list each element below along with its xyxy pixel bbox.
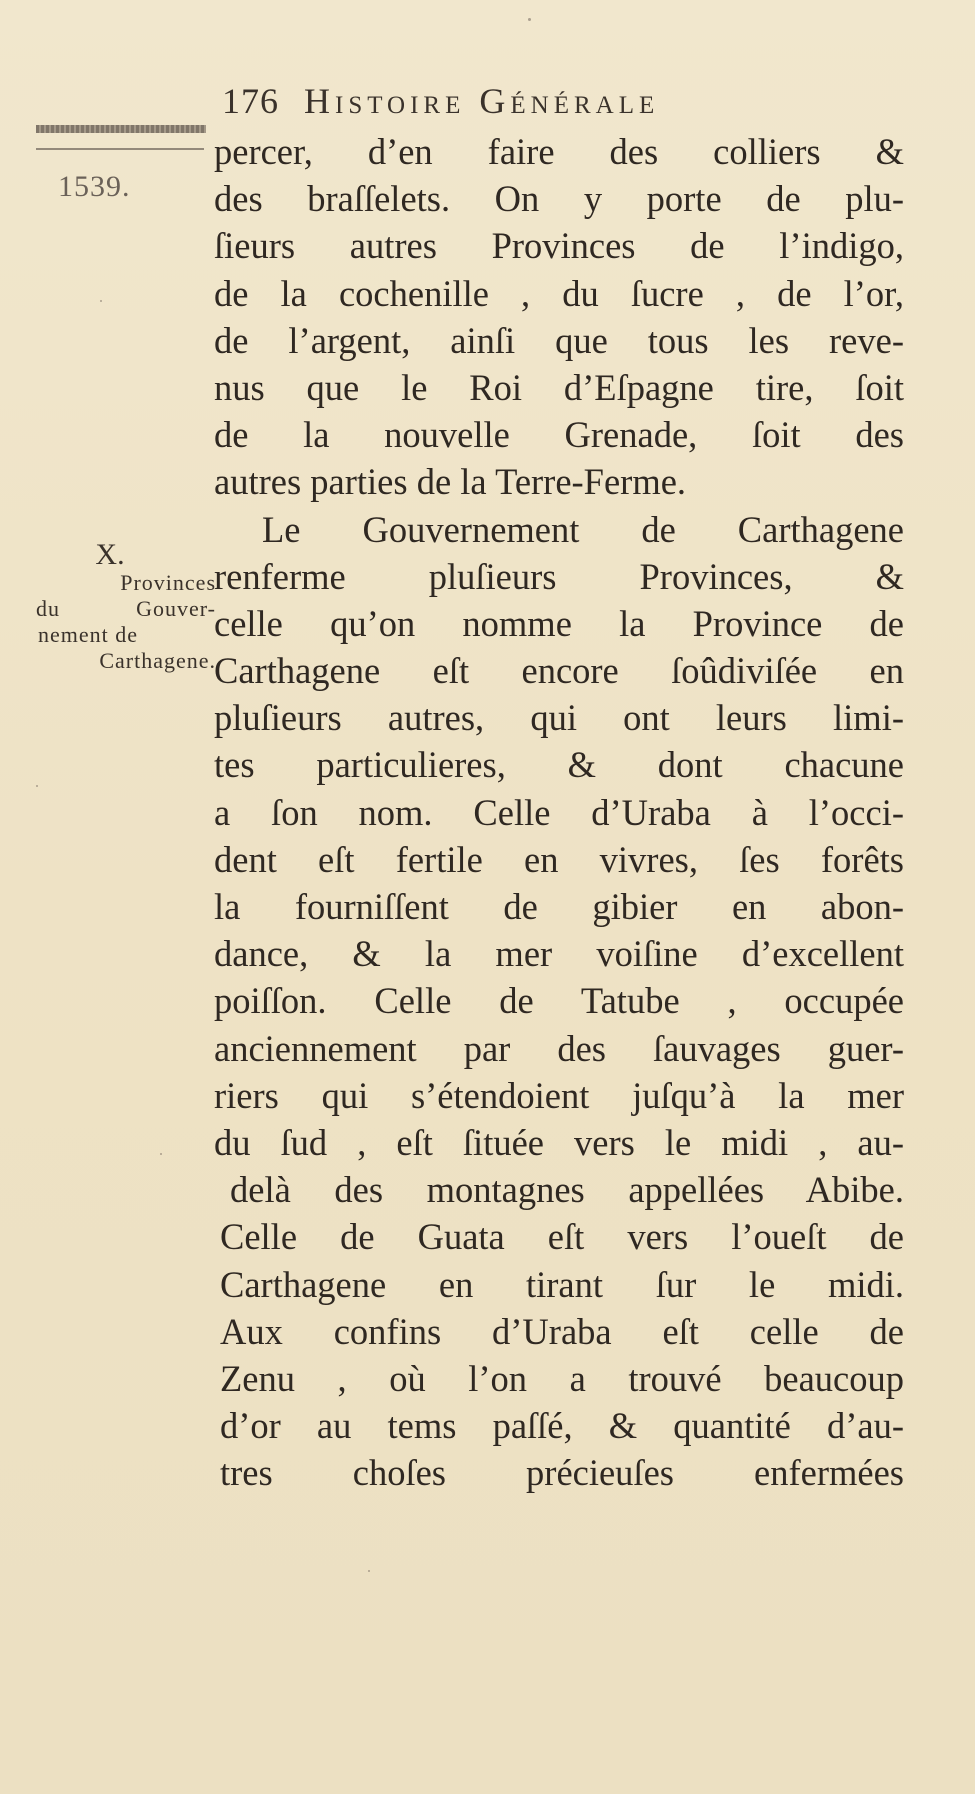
text-line: Carthagene eſt encore ſoûdiviſée en [214, 650, 904, 692]
paper-speck [100, 300, 102, 302]
text-line: de la cochenille , du ſucre , de l’or, [214, 272, 904, 314]
margin-note-line: Provinces [120, 570, 216, 595]
text-line: Aux confins d’Uraba eſt celle de [220, 1310, 904, 1352]
text-line: tes particulieres, & dont chacune [214, 744, 904, 786]
text-line: anciennement par des ſauvages guer- [214, 1027, 904, 1069]
text-line: renferme pluſieurs Provinces, & [214, 555, 904, 597]
margin-note-line: du Gouver- [36, 596, 216, 621]
text-line: poiſſon. Celle de Tatube , occupée [214, 980, 904, 1022]
text-line: Zenu , où l’on a trouvé beaucoup [220, 1357, 904, 1399]
text-line: d’or au tems paſſé, & quantité d’au- [220, 1405, 904, 1447]
body-text [214, 128, 904, 1496]
paper-speck [36, 785, 38, 787]
text-line: autres parties de la Terre-Ferme. [214, 461, 687, 503]
text-line: pluſieurs autres, qui ont leurs limi- [214, 697, 904, 739]
margin-note [36, 540, 216, 674]
running-title: Histoire Générale [304, 81, 660, 121]
text-line: la fourniſſent de gibier en abon- [214, 886, 904, 927]
running-head [222, 80, 922, 122]
page-number: 176 [222, 81, 279, 121]
margin-year: 1539. [58, 170, 131, 203]
text-line: a ſon nom. Celle d’Uraba à l’occi- [214, 791, 904, 833]
section-numeral: X. [95, 538, 125, 571]
thin-rule [36, 148, 204, 150]
paper-speck [368, 1570, 370, 1572]
margin-note-line: Carthagene. [99, 648, 216, 673]
text-line: tres choſes précieuſes enfermées [220, 1452, 904, 1494]
text-line: Le Gouvernement de Carthagene [262, 508, 904, 550]
text-line: riers qui s’étendoient juſqu’à la mer [214, 1074, 904, 1116]
text-line: des braſſelets. On y porte de plu- [214, 178, 904, 220]
margin-note-line: nement de [38, 622, 139, 647]
text-line: dance, & la mer voiſine d’excellent [214, 933, 904, 975]
text-line: de l’argent, ainſi que tous les reve- [214, 319, 904, 361]
text-line: percer, d’en faire des colliers & [214, 131, 904, 172]
text-line: ſieurs autres Provinces de l’indigo, [214, 225, 904, 267]
text-line: Celle de Guata eſt vers l’oueſt de [220, 1216, 904, 1258]
paper-speck [160, 1153, 162, 1155]
text-line: delà des montagnes appellées Abibe. [230, 1169, 904, 1211]
text-line: dent eſt fertile en vivres, ſes forêts [214, 838, 904, 880]
text-line: Carthagene en tirant ſur le midi. [220, 1263, 904, 1305]
text-line: de la nouvelle Grenade, ſoit des [214, 414, 904, 456]
text-line: du ſud , eſt ſituée vers le midi , au- [214, 1121, 904, 1163]
ornament-rule [36, 125, 206, 133]
paper-speck [528, 18, 531, 21]
text-line: celle qu’on nomme la Province de [214, 602, 904, 644]
text-line: nus que le Roi d’Eſpagne tire, ſoit [214, 366, 904, 408]
